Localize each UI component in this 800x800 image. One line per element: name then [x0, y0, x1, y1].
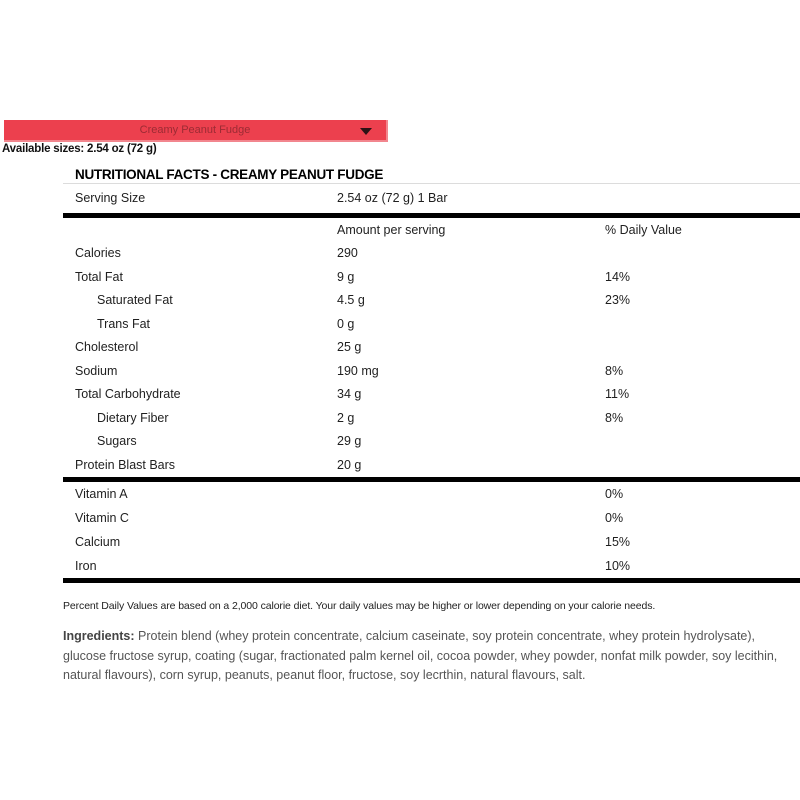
nutrient-label: Vitamin A: [75, 487, 128, 501]
nutrient-row-sugars: [63, 430, 800, 454]
ingredients-label: Ingredients:: [63, 629, 135, 643]
nutrient-label: Cholesterol: [75, 340, 139, 354]
micronutrient-row-iron: [63, 554, 800, 578]
selected-variant-label: Creamy Peanut Fudge: [139, 124, 251, 136]
nutrient-row-total-fat: [63, 266, 800, 290]
chevron-down-icon: [360, 128, 372, 135]
nutrient-dv: 11%: [605, 387, 630, 401]
nutrient-label: Calcium: [75, 535, 121, 549]
nutrient-row-calories: [63, 242, 800, 266]
nutrient-amount: 9 g: [337, 269, 355, 284]
nutrient-label: Total Fat: [75, 269, 123, 284]
col-header-daily-value: % Daily Value: [605, 223, 682, 237]
nutrient-row-dietary-fiber: [63, 407, 800, 431]
nutrient-dv: 8%: [605, 410, 624, 425]
nutrient-dv: [605, 430, 800, 454]
nutrition-facts-panel: [63, 167, 800, 686]
nutrient-row-protein: [63, 454, 800, 478]
nutrient-label: Iron: [75, 559, 97, 573]
serving-size-label: Serving Size: [75, 191, 146, 205]
available-sizes-label: Available sizes:: [2, 143, 85, 155]
table-header-row: [63, 218, 800, 242]
nutrient-amount: 25 g: [337, 340, 362, 354]
micronutrient-row-vitamin-a: [63, 482, 800, 506]
nutrient-label: Trans Fat: [97, 316, 151, 331]
nutrient-amount: 20 g: [337, 457, 362, 472]
nutrient-dv: [605, 336, 800, 360]
nutrient-dv: 8%: [605, 363, 624, 378]
nutrient-dv: 14%: [605, 269, 631, 284]
nutrient-row-saturated-fat: [63, 289, 800, 313]
nutrient-amount: 2 g: [337, 410, 355, 425]
micronutrient-row-calcium: [63, 530, 800, 554]
nutrient-label: Sugars: [97, 434, 137, 448]
nutrient-row-total-carbohydrate: [63, 383, 800, 407]
serving-size-row: [63, 184, 800, 213]
micronutrient-row-vitamin-c: [63, 506, 800, 530]
nutrient-amount: 0 g: [337, 316, 355, 331]
divider-thick: [63, 578, 800, 583]
nutrient-row-cholesterol: [63, 336, 800, 360]
ingredients-paragraph: [63, 627, 800, 686]
nutrient-label: Dietary Fiber: [97, 410, 169, 425]
nutrient-label: Vitamin C: [75, 511, 129, 525]
nutrient-amount: 4.5 g: [337, 293, 365, 307]
nutrient-label: Saturated Fat: [97, 293, 173, 307]
serving-size-value: 2.54 oz (72 g) 1 Bar: [337, 191, 448, 205]
available-sizes-value: 2.54 oz (72 g): [84, 143, 157, 155]
nutrient-label: Total Carbohydrate: [75, 387, 181, 401]
nutrient-dv: [605, 313, 800, 337]
nutrient-dv: 10%: [605, 559, 631, 573]
nutrient-label: Protein Blast Bars: [75, 457, 176, 472]
nutrient-amount: 29 g: [337, 434, 362, 448]
nutrient-label: Calories: [75, 246, 121, 260]
variant-select[interactable]: [4, 120, 388, 142]
nutrient-dv: 0%: [605, 487, 624, 501]
nutrient-row-sodium: [63, 360, 800, 384]
nutrient-amount: 190 mg: [337, 363, 379, 378]
nutrient-label: Sodium: [75, 363, 118, 378]
col-header-amount: Amount per serving: [337, 223, 446, 237]
nutrient-amount: 34 g: [337, 387, 362, 401]
nutrient-amount: 290: [337, 246, 358, 260]
nutrient-dv: 0%: [605, 511, 624, 525]
available-sizes: [2, 143, 156, 155]
daily-values-footnote: Percent Daily Values are based on a 2,000 calorie diet. Your daily values may be higher or lower depending on your calorie needs.: [63, 600, 656, 612]
nutrient-dv: 23%: [605, 293, 631, 307]
nutrition-title: NUTRITIONAL FACTS - CREAMY PEANUT FUDGE: [75, 167, 384, 182]
ingredients-text: Protein blend (whey protein concentrate, calcium caseinate, soy protein concentrate, whey protein hydrolysate), glucose fructose syrup, coating (sugar, fractionated palm kernel oil, cocoa powder, whey powder, nonfat milk powder, soy lecithin, natural flavours), corn syrup, peanuts, peanut floor, fructose, soy lecrthin, natural flavours, salt.: [63, 629, 778, 682]
nutrient-dv: [605, 242, 800, 266]
nutrient-dv: 15%: [605, 535, 631, 549]
nutrient-dv: [605, 454, 800, 478]
nutrient-row-trans-fat: [63, 313, 800, 337]
